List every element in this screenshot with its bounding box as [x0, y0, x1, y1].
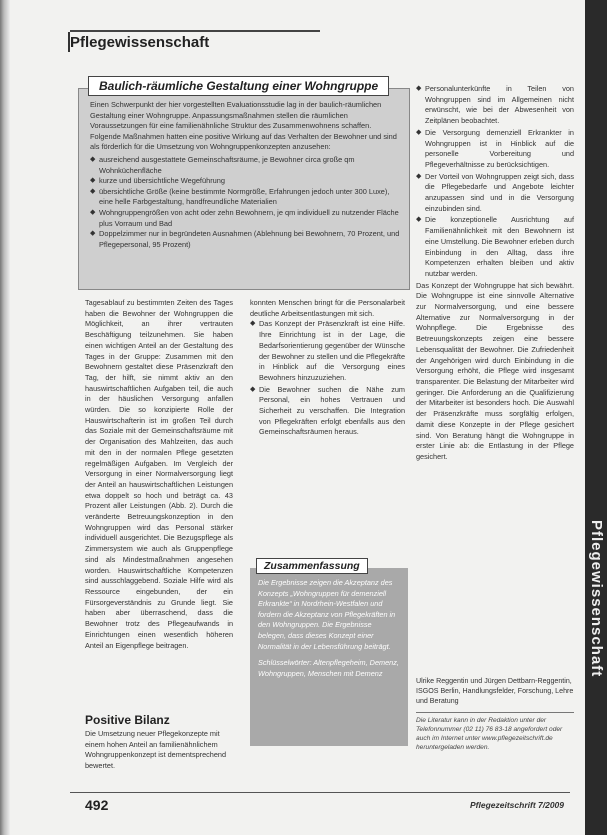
- info-box-item: ◆ übersichtliche Größe (keine bestimmte Normgröße, Erfahrungen jedoch unter 300 Luxe), eine helle Farbgestaltung, handfreundliche Materialien: [90, 187, 400, 208]
- summary-box-body: [258, 578, 400, 685]
- book-gutter-shadow: [0, 0, 10, 835]
- author-info: Ulrike Reggentin und Jürgen Dettbarn-Reggentin, ISGOS Berlin, Handlungsfelder, Forschung, Lehre und Beratung: [416, 677, 574, 705]
- column-left: [85, 298, 233, 651]
- column-left-text: Tagesablauf zu bestimmten Zeiten des Tages haben die Bewohner der Wohngruppen die Möglichkeit, an ihrer vertrauten Beschäftigung teilzunehmen. Sie haben einen wichtigen Anteil an der Gestaltung des Tages in der Gruppe: Zusammen mit den Bewohnern gestaltet diese Präsenzkraft den Tag, der hilft, sie nimmt aktiv an den hauswirtschaftlichen Aufgaben teil, die auch in der häuslichen Versorgung anfallen würden. Die so konzipierte Rolle der Hauswirtschafterin ist im großen Teil durch das Soziale mit der Gemeinschaftsräume mit der Organisation des Mahlzeiten, das auch mit den in der normalen Pflege gesetzten regelmäßigen Aufgaben. Im Vergleich der Versorgung in einer Normalversorgung liegt der Anteil an hauswirtschaftlichen Leistungen etwa doppelt so hoch und beträgt ca. 43 Prozent aller Leistungen (Abb. 2). Durch die veränderte Betreuungskonzeption in den Wohngruppen wird das Personal stärker individuell ausgerichtet. Die Bezugspflege als Zimmersystem wie auch als Gruppenpflege sind als Mindestmaßnahmen angesehen worden. Hauswirtschaftliche Kompetenzen sind ausschlaggebend. Soziale Hilfe wird als Ressource eingebunden, der ein Fürsorgeverständnis zu Grunde liegt. Sie haben aber überraschend, dass die Bewohner trotz des Pflegeaufwands in Einrichtungen einen wesentlich höheren Anteil an Eigenpflege beitragen.: [85, 298, 233, 650]
- section-title: Pflegewissenschaft: [70, 34, 210, 51]
- edge-section-label: Pflegewissenschaft: [588, 520, 605, 678]
- column-middle-item: ◆ Die Bewohner suchen die Nähe zum Personal, ein hohes Vertrauen und Sicherheit zu verschaffen. Die Integration von Pflegekräften erfolgt ebenfalls aus den Gemeinschaftsräumen heraus.: [250, 385, 405, 439]
- page-number: 492: [85, 797, 109, 813]
- column-right-item: ◆ Die konzeptionelle Ausrichtung auf Familienähnlichkeit mit den Bewohnern ist eine Umstellung. Die Bewohner erleben durch Einbindung in den Alltag, dass ihre Kompetenzen erhalten bleiben und aktiv nutzbar werden.: [416, 215, 574, 279]
- info-box-item: ◆ Doppelzimmer nur in begründeten Ausnahmen (Ablehnung bei Bewohnern, 70 Prozent, und Pflegepersonal, 95 Prozent): [90, 229, 400, 250]
- info-box-title: Baulich-räumliche Gestaltung einer Wohngruppe: [88, 76, 389, 96]
- column-middle-text: konnten Menschen bringt für die Personalarbeit deutliche Arbeitsentlastungen mit sich.: [250, 298, 405, 318]
- column-middle-list: [250, 319, 405, 438]
- info-box-body: [90, 100, 400, 250]
- author-rule: [416, 712, 574, 713]
- column-middle: [250, 298, 405, 439]
- footer-rule: [70, 792, 570, 793]
- page-edge-strip: [585, 0, 607, 835]
- info-box-list: [90, 155, 400, 250]
- info-box-intro: Einen Schwerpunkt der hier vorgestellten Evaluationsstudie lag in der baulich-räumlichen Gestaltung einer Wohngruppe. Anpassungsmaßnahmen stellen die räumlichen Voraussetzungen für eine familienähnliche Struktur des Zusammenwohnens schaffen. Folgende Maßnahmen hatten eine positive Wirkung auf das Verhalten der Bewohner und sind als förderlich für die Umsetzung von Wohngruppenkonzepten anzusehen:: [90, 100, 397, 152]
- column-middle-item: ◆ Das Konzept der Präsenzkraft ist eine Hilfe. Ihre Einrichtung ist in der Lage, die Bedarfsorientierung gegenüber der Wünsche der Bewohner zu stellen und die Pflegekräfte in Hinblick auf die Versorgung eines Bewohners hinzuzuziehen.: [250, 319, 405, 383]
- literature-note: Die Literatur kann in der Redaktion unter der Telefonnummer (02 11) 76 83-18 angefordert oder auch im Internet unter www.pflegezeitschrift.de heruntergeladen werden.: [416, 717, 563, 751]
- summary-keywords: Schlüsselwörter: Altenpflegeheim, Demenz, Wohngruppen, Menschen mit Demenz: [258, 658, 399, 678]
- column-right-item: ◆ Personalunterkünfte in Teilen von Wohngruppen sind im Allgemeinen nicht erwünscht, wie bei der Abwesenheit von Zeitplänen beobachtet.: [416, 84, 574, 127]
- column-right-text: Das Konzept der Wohngruppe hat sich bewährt. Die Wohngruppe ist eine sinnvolle Alternative zur Normalversorgung, und eine bessere Alternative zur Normalversorgung in der Wohnpflege. Die Ergebnisse des Betreuungskonzepts zeigen eine bessere Lebensqualität der Bewohner. Die Zufriedenheit der Angehörigen wird durch Einbindung in die Versorgung erhöht, die Pflege wird insgesamt transparenter. Die Belastung der Mitarbeiter wird geringer. Die Anforderung an die Qualifizierung der Mitarbeiter ist besonders hoch. Die Auswahl der Präsenzkräfte muss sorgfältig erfolgen, damit diese Konzepte in der Pflege gesichert sind. Von Beratung hängt die Wohngruppe in erster Linie ab: die Entlastung in der Pflege gesichert.: [416, 280, 574, 461]
- positive-bilanz-heading: Positive Bilanz: [85, 713, 170, 727]
- info-box-item: ◆ ausreichend ausgestattete Gemeinschaftsräume, je Bewohner circa große qm Wohnküchenfläche: [90, 155, 400, 176]
- info-box-item: ◆ kurze und übersichtliche Wegeführung: [90, 176, 400, 187]
- journal-issue: Pflegezeitschrift 7/2009: [470, 800, 565, 810]
- column-right-item: ◆ Die Versorgung demenziell Erkrankter in Wohngruppen ist in Hinblick auf die personelle Vorbereitung und Pflegeverhältnisse zu berücksichtigen.: [416, 128, 574, 171]
- summary-text: Die Ergebnisse zeigen die Akzeptanz des Konzepts „Wohngruppen für demenziell Erkrankte“ in Nordrhein-Westfalen und fordern die Akzeptanz von Pflegekräften in den Wohngruppen. Die Ergebnisse belegen, dass dieses Konzept einer Normalität in der Lebensführung beiträgt.: [258, 578, 396, 651]
- summary-box-title: Zusammenfassung: [256, 558, 368, 574]
- column-right: [416, 84, 574, 463]
- column-right-item: ◆ Der Vorteil von Wohngruppen zeigt sich, dass die Pflegebedarfe und Angebote leichter anzupassen sind und in die Versorgung einzubinden sind.: [416, 172, 574, 215]
- positive-bilanz-text: Die Umsetzung neuer Pflegekonzepte mit einem hohen Anteil an familienähnlichem Wohngruppenkonzept ist dementsprechend bewertet.: [85, 729, 227, 771]
- column-right-list: [416, 84, 574, 280]
- info-box-item: ◆ Wohngruppengrößen von acht oder zehn Bewohnern, je qm individuell zu nutzender Fläche plus Vorraum und Bad: [90, 208, 400, 229]
- header-rule: [70, 30, 320, 32]
